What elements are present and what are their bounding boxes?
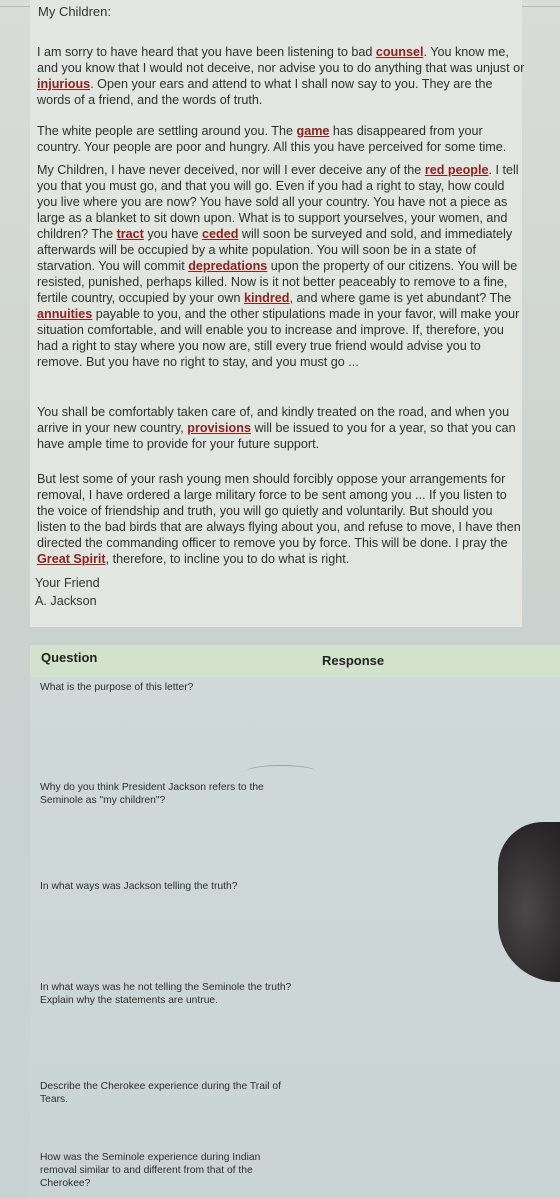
letter-text: , therefore, to incline you to do what is right. bbox=[105, 552, 350, 566]
vocab-term: Great Spirit bbox=[37, 552, 106, 566]
question-column-header: Question bbox=[41, 650, 98, 665]
letter-paragraph-2 bbox=[37, 123, 525, 155]
letter-text: will soon be surveyed and sold, and immediately afterwards will be occupied by a white population. You will soon be in a state of starvation. You will commit bbox=[37, 227, 513, 273]
letter-paragraph-1 bbox=[37, 44, 525, 108]
letter-text: But lest some of your rash young men should forcibly oppose your arrangements for removal, I have ordered a large military force to be sent among you ... If you listen to the voice of friendship and truth, you will go quietly and voluntarily. But should you listen to the bad birds that are always flying about you, and refuse to move, I have then directed the commanding officer to remove you by force. This will be done. I pray the bbox=[37, 472, 521, 550]
question-3: In what ways was Jackson telling the truth? bbox=[40, 881, 238, 892]
letter-text: . I tell you that you must go, and that you will go. Even if you had a right to stay, how could you live where you are now? You have sold all your country. You have not a piece as large as a blanket to sit down upon. What is to support yourselves, your women, and children? The bbox=[37, 163, 519, 241]
letter-text: You shall be comfortably taken care of, and kindly treated on the road, and when you arrive in your new country, bbox=[37, 405, 510, 435]
letter-text: The white people are settling around you. The bbox=[37, 124, 297, 138]
response-column-header: Response bbox=[322, 653, 385, 668]
letter-closing: Your Friend bbox=[35, 576, 100, 590]
letter-text: has disappeared from your country. Your people are poor and hungry. All this you have perceived for some time. bbox=[37, 124, 507, 154]
letter-text: My Children, I have never deceived, nor will I ever deceive any of the bbox=[37, 163, 425, 177]
vocab-term: tract bbox=[116, 227, 144, 241]
vocab-term: game bbox=[296, 124, 330, 138]
letter-text: I am sorry to have heard that you have been listening to bad bbox=[37, 45, 376, 59]
question-1: What is the purpose of this letter? bbox=[40, 682, 194, 693]
vocab-term: annuities bbox=[37, 307, 93, 321]
vocab-term: injurious bbox=[37, 77, 91, 91]
question-2: Why do you think President Jackson refers to the Seminole as "my children"? bbox=[40, 782, 264, 806]
letter-paragraph-4 bbox=[37, 404, 525, 452]
vocab-term: red people bbox=[424, 163, 489, 177]
vocab-term: provisions bbox=[187, 421, 251, 435]
vocab-term: kindred bbox=[243, 291, 290, 305]
letter-paragraph-3 bbox=[37, 162, 525, 370]
letter-paragraph-5 bbox=[37, 471, 525, 567]
vocab-term: ceded bbox=[202, 227, 239, 241]
letter-text: you have bbox=[143, 227, 202, 241]
letter-text: . Open your ears and attend to what I shall now say to you. They are the words of a friend, and the words of truth. bbox=[37, 77, 493, 107]
letter-text: upon the property of our citizens. You will be resisted, punished, perhaps killed. Now is it not better peaceably to remove to a fine, fertile country, occupied by your own bbox=[37, 259, 518, 305]
question-table-header bbox=[30, 645, 560, 678]
question-5: Describe the Cherokee experience during the Trail of Tears. bbox=[40, 1081, 281, 1105]
question-4: In what ways was he not telling the Seminole the truth? Explain why the statements are untrue. bbox=[40, 982, 292, 1006]
letter-text: payable to you, and the other stipulations made in your favor, will make your situation comfortable, and will enable you to increase and improve. If, therefore, you had a right to stay where you now are, still every true friend would advise you to remove. But you have no right to stay, and you must go ... bbox=[37, 307, 520, 369]
letter-signature: A. Jackson bbox=[35, 594, 97, 608]
letter-text: will be issued to you for a year, so that you can have ample time to provide for your future support. bbox=[37, 421, 516, 451]
pencil-mark bbox=[246, 765, 316, 778]
letter-text: , and where game is yet abundant? The bbox=[289, 291, 512, 305]
question-6: How was the Seminole experience during Indian removal similar to and different from that of the Cherokee? bbox=[40, 1152, 261, 1189]
letter-text: . You know me, and you know that I would not deceive, nor advise you to do anything that was unjust or bbox=[37, 45, 525, 75]
vocab-term: counsel bbox=[375, 45, 424, 59]
vocab-term: depredations bbox=[188, 259, 268, 273]
question-table-body bbox=[30, 677, 560, 1198]
letter-salutation: My Children: bbox=[38, 4, 111, 19]
